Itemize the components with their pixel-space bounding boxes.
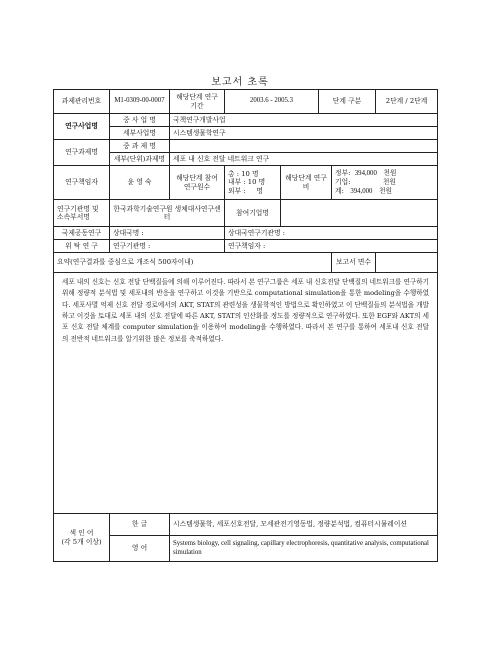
stage-label: 단계 구분 (319, 90, 376, 114)
leader-label: 연구책임자 (54, 166, 110, 200)
subject-detail-value: 세포 내 신호 전달 네트워크 연구 (170, 153, 438, 166)
subject-middle-value (170, 140, 438, 153)
cost-company: 기업: 천원 (335, 178, 396, 187)
cost-values (332, 166, 438, 200)
company-label: 참여기업명 (225, 200, 281, 227)
cost-gov: 정부: 394,000 천원 (335, 168, 397, 177)
keywords-english: Systems biology, cell signaling, capillary electrophoresis, quantitative analysis, computational simulation (170, 536, 438, 562)
leader-name: 윤 영 숙 (110, 166, 170, 200)
participants-total: 총 : 10 명 (228, 169, 259, 178)
keywords-title: 색 인 어 (69, 529, 94, 538)
consignment-leader: 연구책임자 : (225, 240, 438, 253)
keywords-korean: 시스템생물학, 세포신호전달, 모세관전기영동법, 정량분석법, 컴퓨터시뮬레이션 (170, 514, 438, 536)
subject-detail-label: 세부(단위)과제명 (110, 153, 170, 166)
stage-value: 2단계 / 2단계 (376, 90, 438, 114)
program-detail-label: 세부사업명 (110, 127, 170, 140)
project-no-value: M1-0309-00-0007 (110, 90, 170, 114)
institution-label: 연구기관명 및 소속부서명 (54, 200, 110, 227)
abstract-text: 세포 내의 신호는 신호 전달 단백질들에 의해 이루어진다. 따라서 본 연구그룹은 세포 내 신호전달 단백질의 네트워크를 연구하기 위해 정량적 분석법 및 세포내의 반응을 연구하고 이것을 기반으로 computational simulation을 통한 modeling을 수행하였다. 세포사멸 억제 신호 전달 경로에서의 AKT, STAT의 관련성을 생물학적인 방법으로 확인하였고 이 단백질들의 분석법을 개발하고 이것을 토대로 세포 내의 신호 전달에 따른 AKT, STAT의 인산화를 정도를 정량적으로 연구하였다. 또한 EGF와 AKT의 세포 신호 전달 체계를 computer simulation을 이용하여 modeling을 수행하였다. 따라서 본 연구를 통하여 세포내 신호 전달의 전반적 네트워크를 알기위한 많은 정보를 축적하였다. (54, 273, 438, 514)
participants-external: 외부 : 명 (228, 186, 263, 195)
international-label: 국제공동연구 (54, 227, 110, 240)
summary-label: 요약(연구결과를 중심으로 개조식 500자이내) (54, 253, 332, 273)
cost-sum: 계: 394,000 천원 (335, 186, 393, 195)
period-value: 2003.6 - 2005.3 (225, 90, 319, 114)
international-institution: 상대국연구기관명 : (225, 227, 438, 240)
pages-value (376, 253, 438, 273)
institution-value: 한국과학기술연구원 생체대사연구센터 (110, 200, 225, 227)
program-label: 연구사업명 (54, 114, 110, 140)
project-no-label: 과제관리번호 (54, 90, 110, 114)
program-detail-value: 시스템생물학연구 (170, 127, 438, 140)
program-middle-label: 중 사 업 명 (110, 114, 170, 127)
participants-counts (225, 166, 281, 200)
consignment-institution: 연구기관명 : (110, 240, 225, 253)
subject-label: 연구과제명 (54, 140, 110, 166)
report-abstract-form (53, 89, 438, 562)
report-title: 보고서 초록 (211, 77, 269, 88)
consignment-label: 위 탁 연 구 (54, 240, 110, 253)
program-middle-value: 국책연구개발사업 (170, 114, 438, 127)
company-value (281, 200, 438, 227)
period-label: 해당단계 연구기간 (170, 90, 225, 114)
keywords-korean-label: 한 글 (110, 514, 170, 536)
participants-internal: 내부 : 10 명 (228, 178, 266, 187)
project-info-row (54, 90, 438, 114)
keywords-label (54, 514, 110, 562)
cost-label: 해당단계 연구비 (281, 166, 332, 200)
participants-label: 해당단계 참여연구원수 (170, 166, 225, 200)
international-country: 상대국명 : (110, 227, 225, 240)
keywords-english-label: 영 어 (110, 536, 170, 562)
pages-label: 보고서 면수 (332, 253, 376, 273)
subject-middle-label: 중 과 제 명 (110, 140, 170, 153)
keywords-sublabel: (각 5개 이상) (61, 537, 102, 546)
